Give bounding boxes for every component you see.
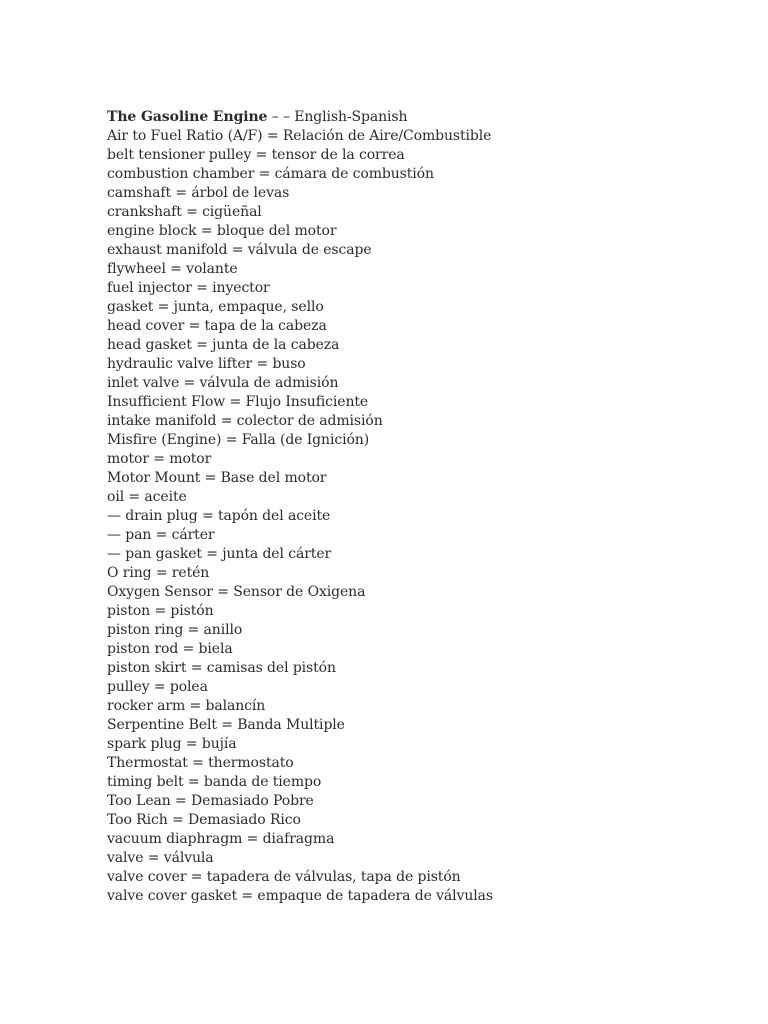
glossary-entry: valve cover = tapadera de válvulas, tapa de pistón [107, 869, 461, 885]
glossary-entry: Too Lean = Demasiado Pobre [107, 793, 314, 809]
glossary-entry: Misfire (Engine) = Falla (de Ignición) [107, 432, 370, 448]
title-bold-text: The Gasoline Engine [107, 109, 268, 125]
glossary-list [107, 127, 747, 906]
glossary-entry: exhaust manifold = válvula de escape [107, 242, 372, 258]
glossary-entry: belt tensioner pulley = tensor de la correa [107, 147, 405, 163]
glossary-page [107, 108, 747, 906]
glossary-entry: timing belt = banda de tiempo [107, 774, 322, 790]
glossary-entry: valve = válvula [107, 850, 214, 866]
glossary-entry: inlet valve = válvula de admisión [107, 375, 339, 391]
glossary-entry: intake manifold = colector de admisión [107, 413, 383, 429]
glossary-entry: piston ring = anillo [107, 622, 243, 638]
glossary-entry: piston rod = biela [107, 641, 233, 657]
glossary-entry: — drain plug = tapón del aceite [107, 508, 331, 524]
glossary-entry: hydraulic valve lifter = buso [107, 356, 306, 372]
glossary-entry: pulley = polea [107, 679, 208, 695]
glossary-entry: flywheel = volante [107, 261, 238, 277]
glossary-entry: piston = pistón [107, 603, 214, 619]
glossary-entry: Too Rich = Demasiado Rico [107, 812, 301, 828]
glossary-entry: Thermostat = thermostato [107, 755, 294, 771]
glossary-entry: spark plug = bujía [107, 736, 237, 752]
glossary-entry: camshaft = árbol de levas [107, 185, 290, 201]
glossary-entry: Oxygen Sensor = Sensor de Oxigena [107, 584, 366, 600]
glossary-entry: vacuum diaphragm = diafragma [107, 831, 335, 847]
document-title [107, 108, 747, 127]
glossary-entry: fuel injector = inyector [107, 280, 270, 296]
glossary-entry: Insufficient Flow = Flujo Insuficiente [107, 394, 369, 410]
glossary-entry: Air to Fuel Ratio (A/F) = Relación de Aire/Combustible [107, 128, 492, 144]
glossary-entry: rocker arm = balancín [107, 698, 266, 714]
glossary-entry: crankshaft = cigüeñal [107, 204, 262, 220]
glossary-entry: engine block = bloque del motor [107, 223, 337, 239]
glossary-entry: — pan gasket = junta del cárter [107, 546, 332, 562]
glossary-entry: — pan = cárter [107, 527, 215, 543]
title-subtitle-text: – – English-Spanish [267, 109, 408, 125]
glossary-entry: gasket = junta, empaque, sello [107, 299, 324, 315]
glossary-entry: head gasket = junta de la cabeza [107, 337, 340, 353]
glossary-entry: head cover = tapa de la cabeza [107, 318, 327, 334]
glossary-entry: motor = motor [107, 451, 212, 467]
glossary-entry: Serpentine Belt = Banda Multiple [107, 717, 345, 733]
glossary-entry: combustion chamber = cámara de combustión [107, 166, 434, 182]
glossary-entry: valve cover gasket = empaque de tapadera de válvulas [107, 888, 493, 904]
glossary-entry: oil = aceite [107, 489, 187, 505]
glossary-entry: piston skirt = camisas del pistón [107, 660, 336, 676]
glossary-entry: O ring = retén [107, 565, 210, 581]
glossary-entry: Motor Mount = Base del motor [107, 470, 327, 486]
